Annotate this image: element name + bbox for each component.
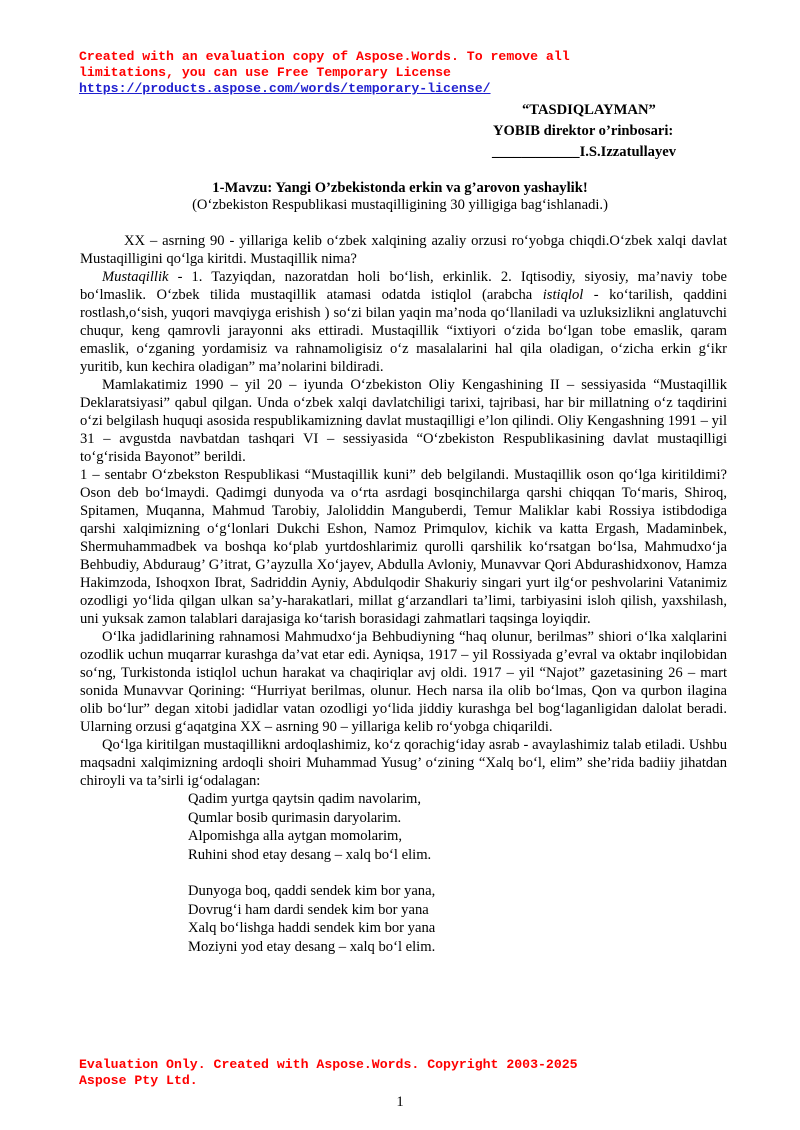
- poem: [80, 790, 727, 956]
- paragraph: [80, 268, 727, 376]
- poem-line: Qumlar bosib qurimasin daryolarim.: [188, 809, 402, 826]
- approval-heading: “TASDIQLAYMAN”: [522, 102, 656, 118]
- watermark-line: Evaluation Only. Created with Aspose.Words. Copyright 2003-2025: [79, 1057, 578, 1072]
- paragraph: XX – asrning 90 - yillariga kelib o‘zbek xalqining azaliy orzusi ro‘yobga chiqdi.O‘zbek xalqi davlat Mustaqilligini qo‘lga kiritdi. Mustaqillik nima?: [80, 233, 727, 267]
- poem-line: Dunyoga boq, qaddi sendek kim bor yana,: [188, 883, 436, 899]
- poem-line: Xalq bo‘lishga haddi sendek kim bor yana: [188, 920, 436, 936]
- approval-block: [460, 100, 750, 163]
- poem-line: Moziyni yod etay desang – xalq bo‘l elim.: [188, 938, 436, 955]
- evaluation-watermark-bottom: [79, 1057, 719, 1089]
- paragraph: Mamlakatimiz 1990 – yil 20 – iyunda O‘zbekiston Oliy Kengashining II – sessiyasida “Mustaqillik Deklaratsiyasi” qabul qilgan. Unda o‘zbek xalqi davlatchiligi tarixi, tajribasi, har bir millatning o‘z taqdirini o‘zi belgilash huquqi asosida respublikamizning davlat mustaqilligi e’lon qilindi. Oliy Kengashning 1991 – yil 31 – avgustda navbatdan tashqari VI – sessiyasida “O‘zbekiston Respublikasining davlat mustaqilligi to‘g‘risida Bayonot” berildi.: [80, 377, 727, 465]
- paragraph: 1 – sentabr O‘zbekston Respublikasi “Mustaqillik kuni” deb belgilandi. Mustaqillik oson qo‘lga kiritildimi? Oson deb bo‘lmaydi. Qadimgi dunyoda va o‘rta asrdagi bosqinchilarga qarshi chiqqan To‘maris, Shiroq, Spitamen, Muqanna, Mahmud Tarobiy, Jaloliddin Manguberdi, Temur Maliklar kabi Rossiya istibdodiga qarshi xalqimizning o‘g‘lonlari Dukchi Eshon, Namoz Primqulov, kichik va katta Ergash, Madaminbek, Shermuhammadbek va boshqa ko‘plab yurtdoshlarimiz qurolli qarshilik ko‘rsatgan bo‘lsa, Mahmudxo‘ja Behbudiy, Abduraug’ G’itrat, G’ayzulla Xo‘jayev, Abdulla Avloniy, Munavvar Qori Abdurashidxonov, Hamza Hakimzoda, Ishoqxon Ibrat, Sadriddin Ayniy, Abdulqodir Shakuriy singari yurt ilg‘or peshvolarini Vatanimiz ozodligi yo‘lida qilgan ulkan sa’y-harakatlari, millat g‘arzandlari ta’limi, tarbiyasini isloh qilish, yaxshilash, uni yuksak zamon talablari darajasiga ko‘tarish borasidagi zahmatlari taqsinga loyiqdir.: [80, 467, 727, 627]
- poem-line: Dovrug‘i ham dardi sendek kim bor yana: [188, 901, 429, 918]
- watermark-line: limitations, you can use Free Temporary License: [79, 65, 451, 80]
- document-subtitle: (O‘zbekiston Respublikasi mustaqilligining 30 yilligiga bag‘ishlanadi.): [192, 197, 608, 213]
- watermark-line: Created with an evaluation copy of Aspose.Words. To remove all: [79, 49, 570, 64]
- poem-line: Qadim yurtga qaytsin qadim navolarim,: [188, 791, 422, 807]
- page-number: 1: [396, 1094, 404, 1110]
- paragraph: O‘lka jadidlarining rahnamosi Mahmudxo‘ja Behbudiyning “haq olunur, berilmas” shiori o‘lka xalqlarini ozodlik uchun muqarrar kurashga da’vat etar edi. Ayniqsa, 1917 – yil Rossiyada g’evral va oktabr inqilobidan so‘ng, Turkistonda istiqlol uchun harakat va chaqiriqlar avj oldi. 1917 – yil “Najot” gazetasining 26 – mart sonida Munavvar Qorining: “Hurriyat berilmas, olunur. Hech narsa ila olib bo‘lmas, Qon va qurbon ilagina olib bo‘lur” degan xitobi jadidlar vatan ozodligi yo‘lida jiddiy kurashga bel bog‘laganligidan dalolat beradi. Ularning orzusi g‘aqatgina XX – asrning 90 – yillariga kelib ro‘yobga chiqarildi.: [80, 629, 727, 735]
- evaluation-watermark-top: [79, 49, 719, 97]
- license-link[interactable]: https://products.aspose.com/words/temporary-license/: [79, 81, 491, 96]
- poem-line: Ruhini shod etay desang – xalq bo‘l elim.: [188, 846, 432, 863]
- paragraph-text: - ko‘tarilish, qaddini rostlash,o‘sish, yuqori mavqiyga erishish ) so‘zi bilan yaqin ma’noda qo‘llaniladi va uzluksizlikni anglatuvchi chuqur, keng qamrovli jarayonni aks ettiradi. Mustaqillik “ixtiyori o‘zida bo‘lgan tobe emaslik, qaram emaslik, o‘zganing yordamisiz va rahnamoligisiz o‘z masalalarini hal qila oladigan, o‘zicha erkin g‘ikr yuritib, kun kechira oladigan” ma’nolarini bildiradi.: [80, 287, 727, 375]
- term-italic: Mustaqillik: [102, 269, 169, 285]
- stanza-break: [188, 864, 727, 882]
- paragraph-text: - 1. Tazyiqdan, nazoratdan holi bo‘lish, erkinlik. 2. Iqtisodiy, siyosiy, ma’naviy tobe bo‘lmaslik. O‘zbek tilida mustaqillik atamasi odatda istiqlol (arabcha: [80, 269, 727, 303]
- paragraph: Qo‘lga kiritilgan mustaqillikni ardoqlashimiz, ko‘z qorachig‘iday asrab - avaylashimiz talab etiladi. Ushbu maqsadni xalqimizning ardoqli shoiri Muhammad Yusug’ o‘zining “Xalq bo‘l, elim” she’rida badiiy jihatdan chiroyli va ta’sirli ig‘odalagan:: [80, 737, 727, 789]
- approval-signature: ____________I.S.Izzatullayev: [492, 144, 677, 160]
- term-italic: istiqlol: [542, 287, 584, 303]
- poem-line: Alpomishga alla aytgan momolarim,: [188, 828, 402, 844]
- approval-position: YOBIB direktor o’rinbosari:: [493, 123, 674, 139]
- document-title: 1-Mavzu: Yangi O’zbekistonda erkin va g’arovon yashaylik!: [212, 180, 588, 196]
- document-body: [80, 232, 727, 956]
- watermark-line: Aspose Pty Ltd.: [79, 1073, 198, 1088]
